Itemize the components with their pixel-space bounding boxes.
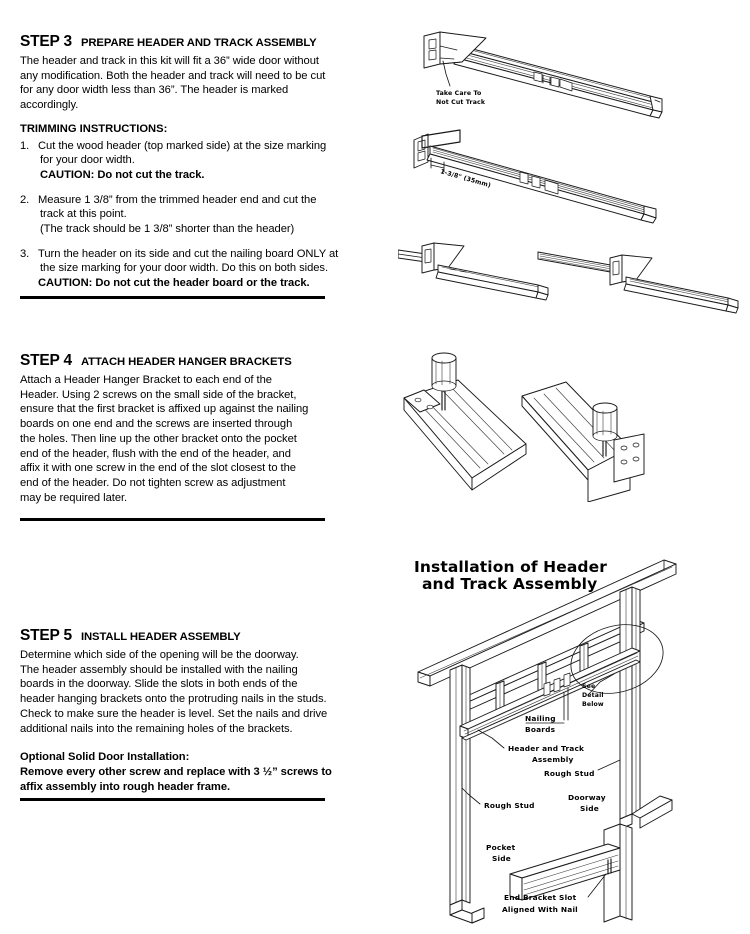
step-3-section xyxy=(20,33,340,291)
hanger-brackets-illustration xyxy=(398,352,748,502)
step-3-number: STEP 3 xyxy=(20,33,72,50)
optional-installation-text: Remove every other screw and replace with 3 ½” screws to affix assembly into rough header frame. xyxy=(20,765,332,793)
callout-header-track-line-2: Assembly xyxy=(532,755,574,764)
figure-title-line-2: and Track Assembly xyxy=(422,575,598,593)
step-5-heading xyxy=(20,627,340,645)
step-5-title: INSTALL HEADER ASSEMBLY xyxy=(80,631,241,643)
figure-track-trim-dimension xyxy=(400,128,745,233)
callout-rough-stud-lower: Rough Stud xyxy=(484,801,535,810)
list-item: 1. Cut the wood header (top marked side) at the size marking for your door width. CAUTION: Do not cut the track. xyxy=(20,139,327,181)
figure-hanger-brackets xyxy=(398,352,748,502)
step-3-intro: The header and track in this kit will fit a 36” wide door without any modification. Both the header and track will need to be cut for any door width less than 36”. The header is marked accordingly. xyxy=(20,55,326,112)
step-5-number: STEP 5 xyxy=(20,627,72,644)
list-item-number: 2. xyxy=(20,193,30,206)
callout-see-detail-line-1: See xyxy=(582,683,596,690)
step-3-heading xyxy=(20,33,340,51)
callout-doorway-side-line-2: Side xyxy=(580,804,599,813)
figure-header-track-top-view xyxy=(410,28,740,128)
step-5-intro: Determine which side of the opening will be the doorway. The header assembly should be installed with the nailing boards in the doorway. Slide the slots in both ends of the header hanging brackets onto the protruding nails in the studs. Check to make sure the header is level. Set the nails and drive additional nails into the remaining holes of the brackets. xyxy=(20,649,328,735)
step-4-heading xyxy=(20,352,340,370)
step-3-title: PREPARE HEADER AND TRACK ASSEMBLY xyxy=(80,37,317,49)
step-5-section xyxy=(20,627,340,794)
callout-nailing-boards-line-2: Boards xyxy=(525,725,556,734)
callout-doorway-side-line-1: Doorway xyxy=(568,793,606,802)
callout-see-detail-line-2: Detail xyxy=(582,692,604,699)
callout-pocket-side-line-2: Side xyxy=(492,854,511,863)
figure-installation-assembly xyxy=(392,552,750,932)
header-side-views-illustration xyxy=(398,232,748,320)
list-item: 3. Turn the header on its side and cut the nailing board ONLY at the size marking for your door width. Do this on both sides. CAUTION: Do not cut the header board or the track. xyxy=(20,247,339,290)
list-item-number: 3. xyxy=(20,247,30,260)
callout-end-bracket-line-1: End Bracket Slot xyxy=(504,893,577,902)
callout-pocket-side-line-1: Pocket xyxy=(486,843,516,852)
dimension-label: 1-3/8" (35mm) xyxy=(439,168,492,190)
section-divider xyxy=(20,518,325,521)
optional-installation-heading: Optional Solid Door Installation: xyxy=(20,751,190,764)
section-divider xyxy=(20,798,325,801)
figure-title-line-1: Installation of Header xyxy=(414,558,607,576)
trimming-instructions-list xyxy=(20,139,340,291)
figure-caption-line-1: Take Care To xyxy=(436,90,482,97)
figure-header-side-views xyxy=(398,232,748,320)
callout-see-detail-line-3: Below xyxy=(582,701,604,708)
installation-assembly-illustration xyxy=(392,552,750,932)
step-4-number: STEP 4 xyxy=(20,352,72,369)
callout-header-track-line-1: Header and Track xyxy=(508,744,585,753)
step-4-intro: Attach a Header Hanger Bracket to each end of the Header. Using 2 screws on the small side of the bracket, ensure that the first bracket is affixed up against the nailing boards on one end and the screws are inserted through the holes. Then line up the other bracket onto the pocket end of the header, flush with the end of the header, and affix it with one screw in the end of the slot closest to the end of the header. Do not tighten screw as adjustment may be required later. xyxy=(20,374,309,504)
callout-nailing-boards-line-1: Nailing xyxy=(525,714,556,723)
callout-end-bracket-line-2: Aligned With Nail xyxy=(502,905,578,914)
track-dimension-illustration xyxy=(400,128,745,233)
callout-rough-stud-upper: Rough Stud xyxy=(544,769,595,778)
figure-caption-line-2: Not Cut Track xyxy=(436,99,486,106)
step-4-title: ATTACH HEADER HANGER BRACKETS xyxy=(80,356,292,368)
step-4-section xyxy=(20,352,340,505)
list-item-number: 1. xyxy=(20,139,30,152)
trimming-instructions-label: TRIMMING INSTRUCTIONS: xyxy=(20,122,168,135)
header-track-top-illustration xyxy=(410,28,740,128)
list-item: 2. Measure 1 3/8” from the trimmed header end and cut the track at this point. (The track should be 1 3/8” shorter than the header) xyxy=(20,193,317,236)
optional-installation-block xyxy=(20,750,340,794)
section-divider xyxy=(20,296,325,299)
